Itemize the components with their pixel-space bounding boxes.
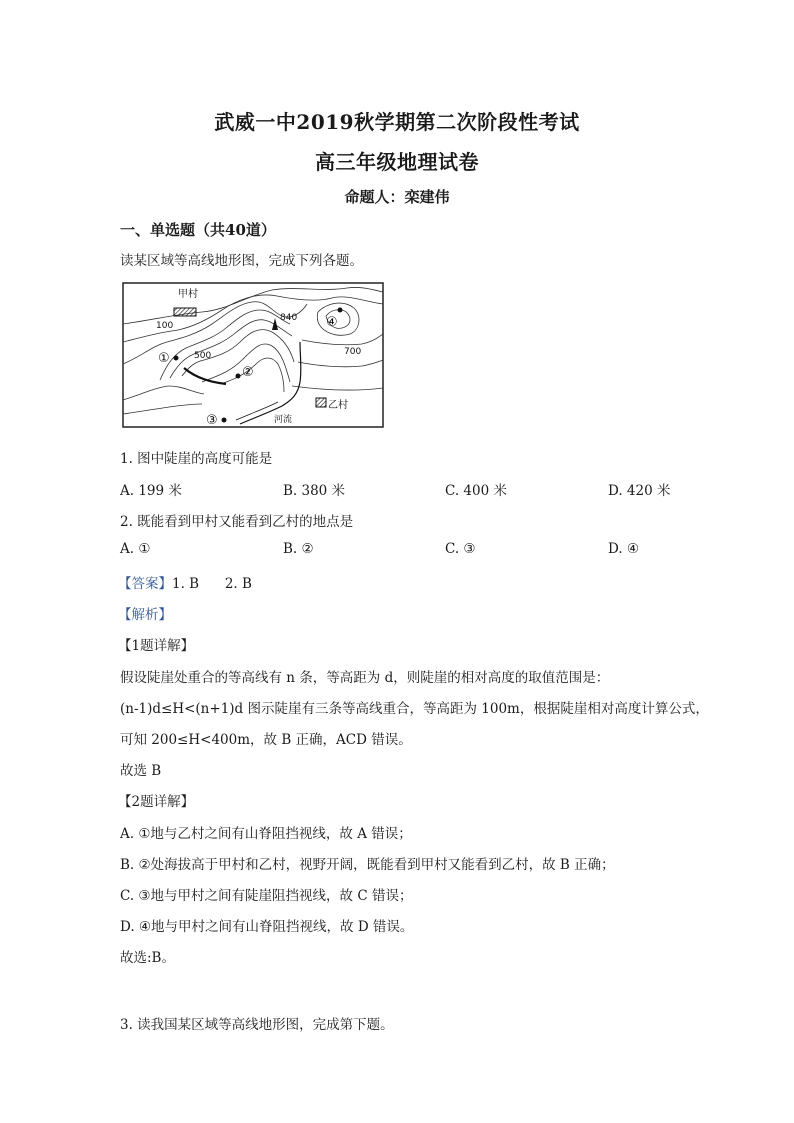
label-point-2: ② <box>242 365 254 380</box>
detail-2-line: D. ④地与甲村之间有山脊阻挡视线，故 D 错误。 <box>120 919 414 935</box>
point-4-dot <box>338 308 343 313</box>
detail-2-line: A. ①地与乙村之间有山脊阻挡视线，故 A 错误； <box>120 826 412 842</box>
label-peak: 840 <box>280 313 298 323</box>
intro-text: 读某区域等高线地形图，完成下列各题。 <box>120 253 363 269</box>
label-village-a: 甲村 <box>178 289 198 300</box>
question-3-stem: 3. 读我国某区域等高线地形图，完成第下题。 <box>120 1017 394 1033</box>
label-point-1: ① <box>158 351 170 366</box>
label-contour-100: 100 <box>156 321 174 331</box>
point-1-dot <box>174 356 179 361</box>
question-2-option-c: C. ③ <box>445 541 476 557</box>
question-2-stem: 2. 既能看到甲村又能看到乙村的地点是 <box>120 514 354 530</box>
village-a-marker <box>174 308 196 316</box>
label-contour-500: 500 <box>194 351 212 361</box>
author-line: 命题人：栾建伟 <box>344 188 450 206</box>
analysis-label: 【解析】 <box>118 607 172 623</box>
answer-line <box>118 572 252 592</box>
detail-2-line: B. ②处海拔高于甲村和乙村，视野开阔，既能看到甲村又能看到乙村，故 B 正确； <box>120 857 615 873</box>
answer-text: 1. B 2. B <box>172 576 252 592</box>
question-2-option-a: A. ① <box>120 541 151 557</box>
label-contour-700: 700 <box>344 347 362 357</box>
page-title: 武威一中2019秋学期第二次阶段性考试 <box>214 110 580 134</box>
contour-map-drawing <box>122 282 384 428</box>
point-3-dot <box>222 418 227 423</box>
detail-1-line: 故选 B <box>120 763 162 779</box>
point-2-dot <box>236 374 241 379</box>
question-1-option-c: C. 400 米 <box>445 483 507 499</box>
detail-1-line: 可知 200≤H<400m，故 B 正确，ACD 错误。 <box>120 732 412 748</box>
question-2-option-b: B. ② <box>283 541 314 557</box>
village-b-marker <box>316 398 326 407</box>
page-subtitle: 高三年级地理试卷 <box>315 150 479 174</box>
contour-map <box>122 282 384 428</box>
label-river: 河流 <box>274 415 293 425</box>
label-point-4: ④ <box>326 315 338 330</box>
question-2-option-d: D. ④ <box>608 541 640 557</box>
detail-1-line: 假设陡崖处重合的等高线有 n 条，等高距为 d，则陡崖的相对高度的取值范围是： <box>120 670 610 686</box>
detail-1-label: 【1题详解】 <box>118 638 195 654</box>
detail-2-line: C. ③地与甲村之间有陡崖阻挡视线，故 C 错误； <box>120 888 413 904</box>
detail-2-label: 【2题详解】 <box>118 794 195 810</box>
question-1-option-b: B. 380 米 <box>283 483 346 499</box>
question-1-stem: 1. 图中陡崖的高度可能是 <box>120 451 273 467</box>
question-1-option-a: A. 199 米 <box>120 483 182 499</box>
detail-2-line: 故选:B。 <box>120 950 175 966</box>
label-village-b: 乙村 <box>328 400 348 411</box>
question-1-option-d: D. 420 米 <box>608 483 671 499</box>
section-heading: 一、单选题（共40道） <box>120 221 276 239</box>
detail-1-line: (n-1)d≤H<(n+1)d 图示陡崖有三条等高线重合，等高距为 100m，根据陡崖相对高度计算公式， <box>120 701 709 717</box>
label-point-3: ③ <box>206 413 218 428</box>
answer-label: 【答案】 <box>118 576 172 592</box>
